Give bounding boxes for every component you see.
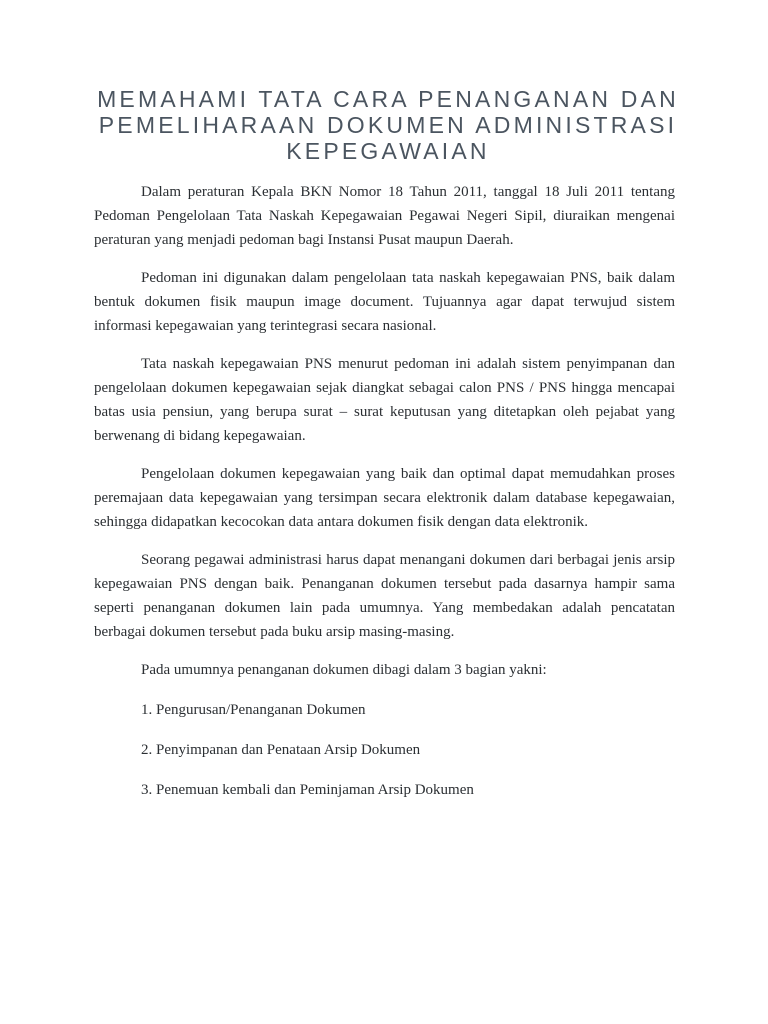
document-body — [94, 180, 675, 818]
paragraph: Pengelolaan dokumen kepegawaian yang baik dan optimal dapat memudahkan proses peremajaan data kepegawaian yang tersimpan secara elektronik dalam database kepegawaian, sehingga didapatkan kecocokan data antara dokumen fisik dengan data elektronik. — [94, 466, 675, 530]
list-item: 1. Pengurusan/Penanganan Dokumen — [141, 702, 366, 718]
title-line: MEMAHAMI TATA CARA PENANGANAN DAN — [97, 86, 679, 112]
list-intro: Pada umumnya penanganan dokumen dibagi dalam 3 bagian yakni: — [141, 662, 547, 678]
title-line: KEPEGAWAIAN — [286, 138, 490, 164]
document-title — [60, 86, 716, 164]
paragraph: Pedoman ini digunakan dalam pengelolaan tata naskah kepegawaian PNS, baik dalam bentuk dokumen fisik maupun image document. Tujuannya agar dapat terwujud sistem informasi kepegawaian yang terintegrasi secara nasional. — [94, 270, 675, 334]
list-item: 2. Penyimpanan dan Penataan Arsip Dokumen — [141, 742, 421, 758]
paragraph: Seorang pegawai administrasi harus dapat menangani dokumen dari berbagai jenis arsip kepegawaian PNS dengan baik. Penanganan dokumen tersebut pada dasarnya hampir sama seperti penanganan dokumen lain pada umumnya. Yang membedakan adalah pencatatan berbagai dokumen tersebut pada buku arsip masing-masing. — [94, 552, 675, 640]
paragraph: Tata naskah kepegawaian PNS menurut pedoman ini adalah sistem penyimpanan dan pengelolaan dokumen kepegawaian sejak diangkat sebagai calon PNS / PNS hingga mencapai batas usia pensiun, yang berupa surat – surat keputusan yang ditetapkan oleh pejabat yang berwenang di bidang kepegawaian. — [94, 356, 675, 444]
title-line: PEMELIHARAAN DOKUMEN ADMINISTRASI — [98, 112, 678, 138]
paragraph: Dalam peraturan Kepala BKN Nomor 18 Tahun 2011, tanggal 18 Juli 2011 tentang Pedoman Pengelolaan Tata Naskah Kepegawaian Pegawai Negeri Sipil, diuraikan mengenai peraturan yang menjadi pedoman bagi Instansi Pusat maupun Daerah. — [94, 184, 675, 248]
list-item: 3. Penemuan kembali dan Peminjaman Arsip Dokumen — [141, 782, 474, 798]
handling-list — [94, 698, 675, 802]
